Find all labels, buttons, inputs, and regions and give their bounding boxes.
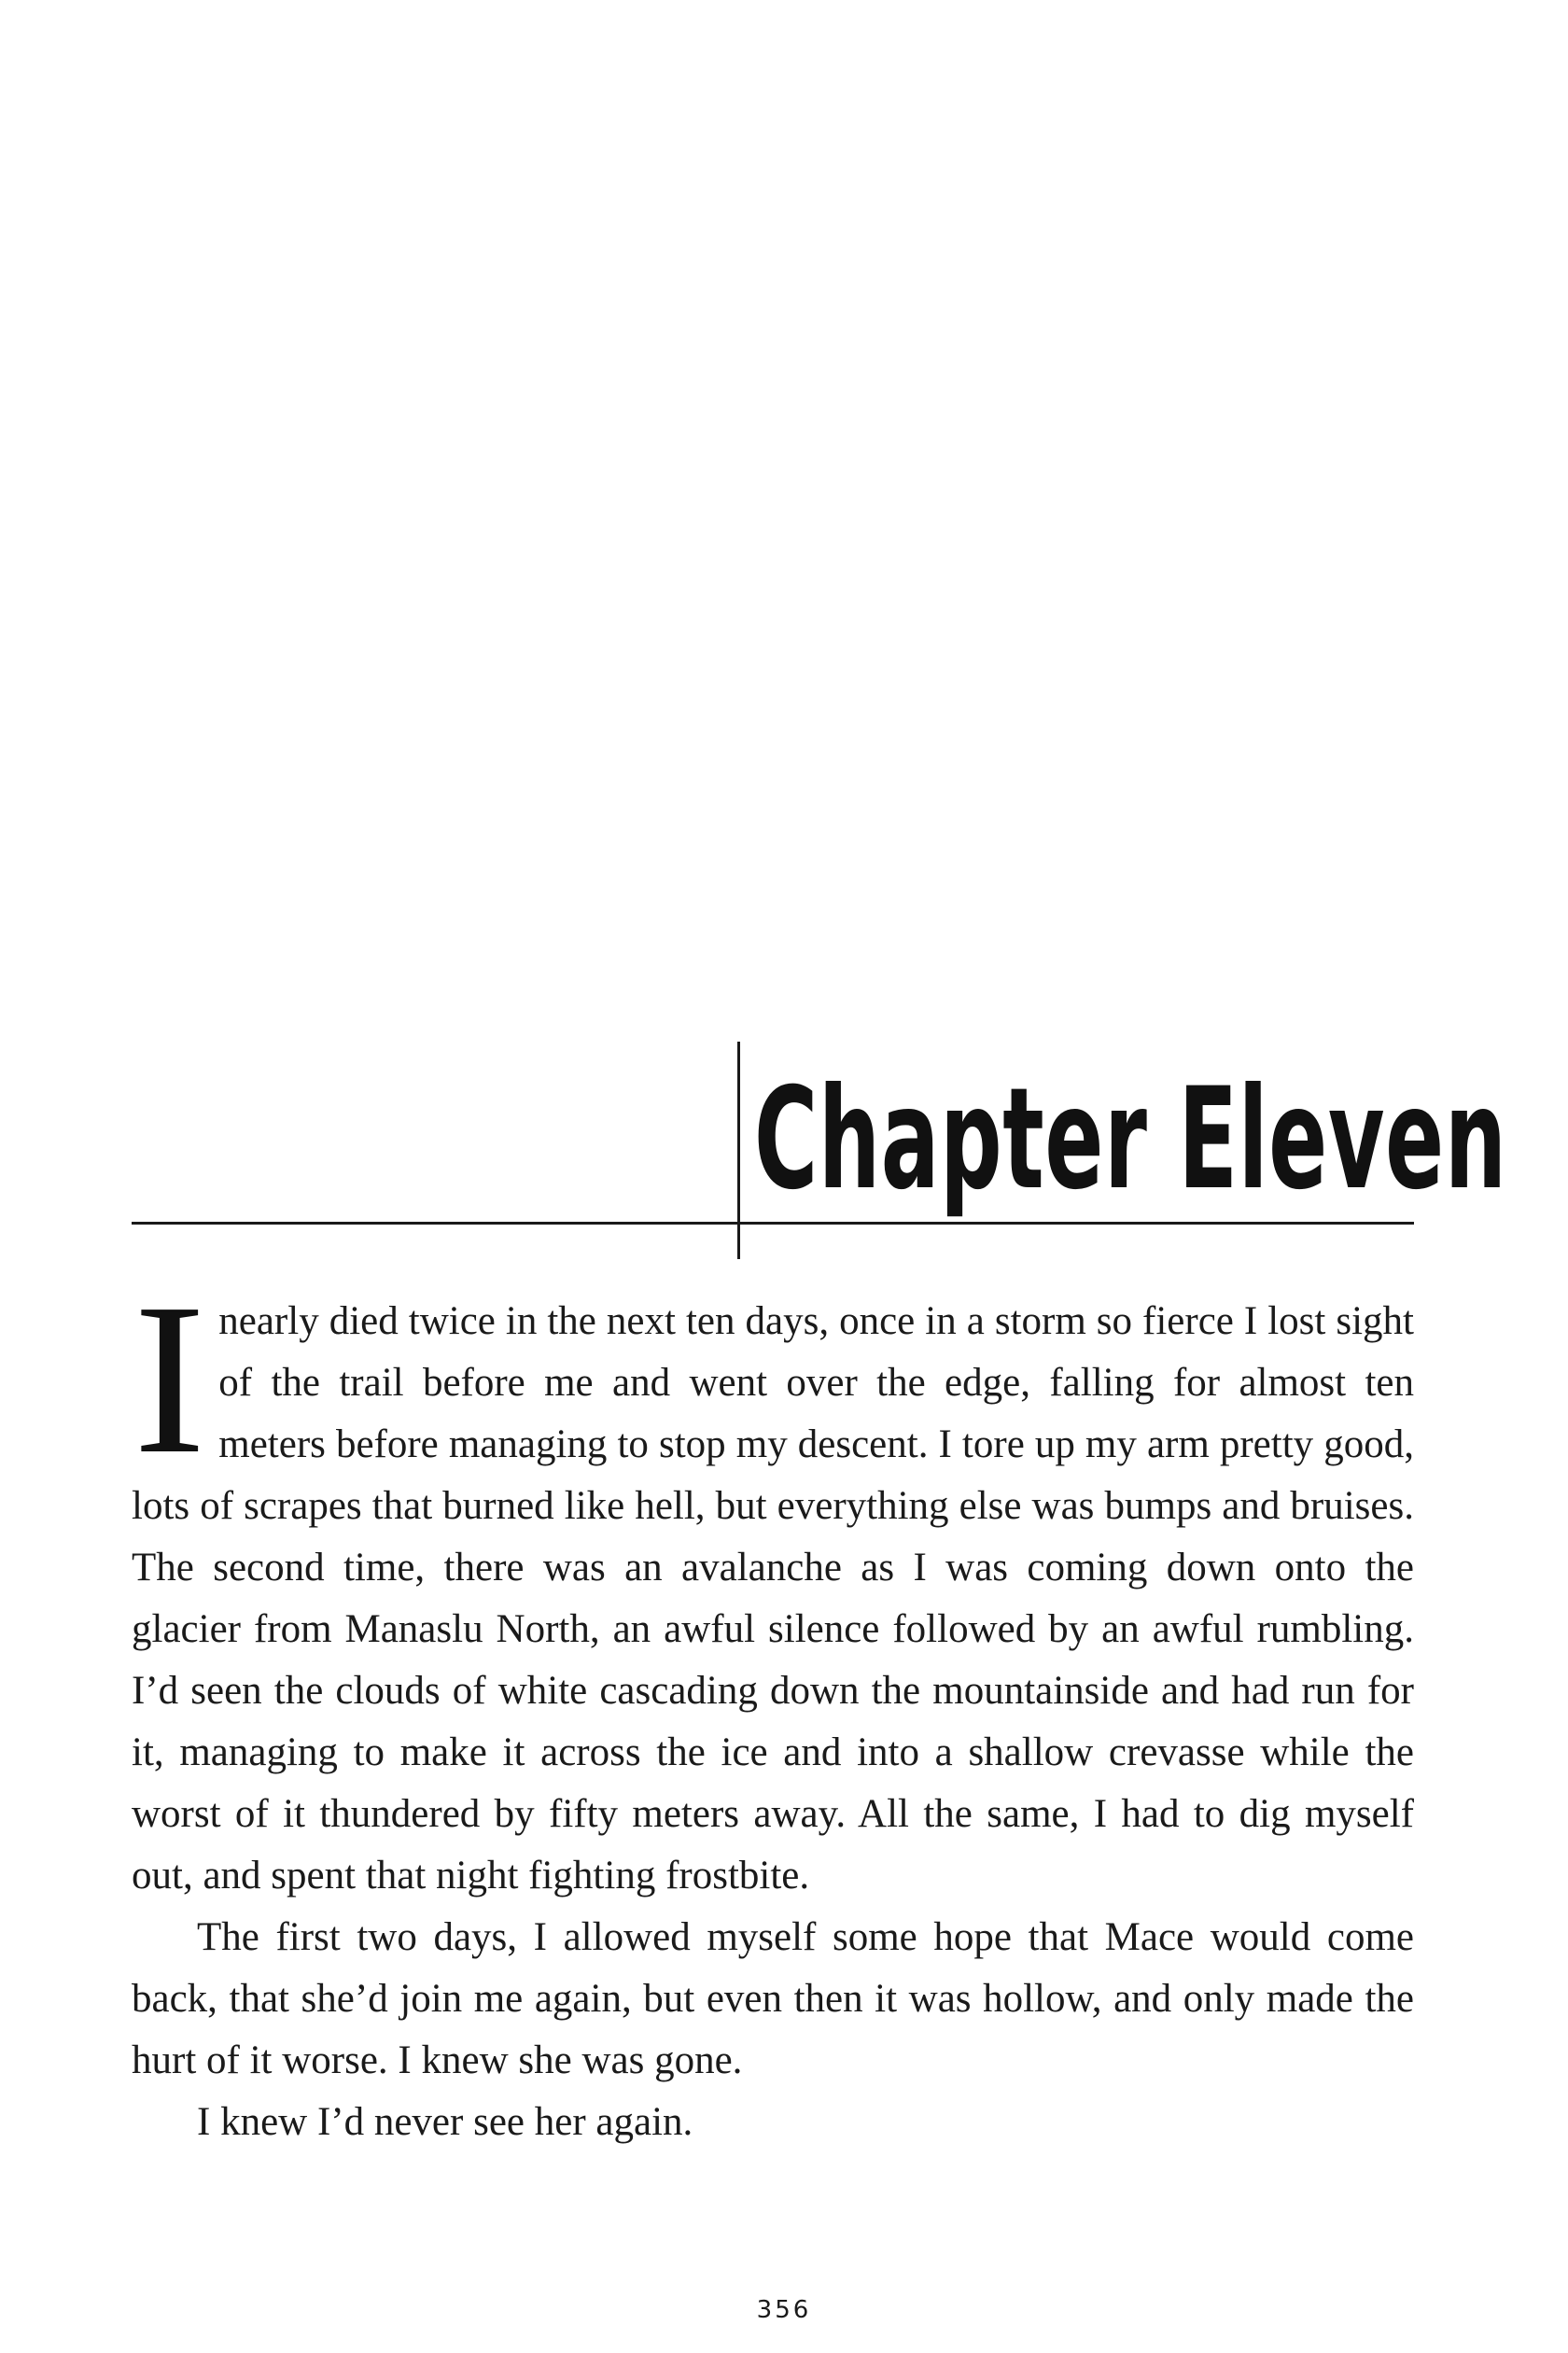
paragraph-3: I knew I’d never see her again. [197, 2100, 693, 2144]
chapter-heading-divider [737, 1042, 740, 1259]
paragraph-2: The first two days, I allowed myself some hope that Mace would come back, that she’d join me again, but even then it was hollow, and only made the hurt of it worse. I knew she was gone. [132, 1915, 1414, 2082]
chapter-body [132, 1259, 1414, 2153]
chapter-heading-rule [132, 1222, 1414, 1225]
paragraph-1-text: nearly died twice in the next ten days, once in a storm so fierce I lost sight of the trail before me and went over the edge, falling for almost ten meters before managing to stop my descent. I tore up my arm pretty good, lots of scrapes that burned like hell, but everything else was bumps and bruises. The second time, there was an avalanche as I was coming down onto the glacier from Manaslu North, an awful silence followed by an awful rumbling. I’d seen the clouds of white cascading down the mountainside and had run for it, managing to make it across the ice and into a shallow crevasse while the worst of it thundered by fifty meters away. All the same, I had to dig myself out, and spent that night fighting frostbite. [132, 1299, 1414, 1898]
drop-cap: I [133, 1259, 206, 1499]
page-number: 356 [756, 2296, 812, 2324]
chapter-title: Chapter Eleven [754, 1058, 1507, 1221]
paragraph-1 [132, 1259, 1414, 1907]
